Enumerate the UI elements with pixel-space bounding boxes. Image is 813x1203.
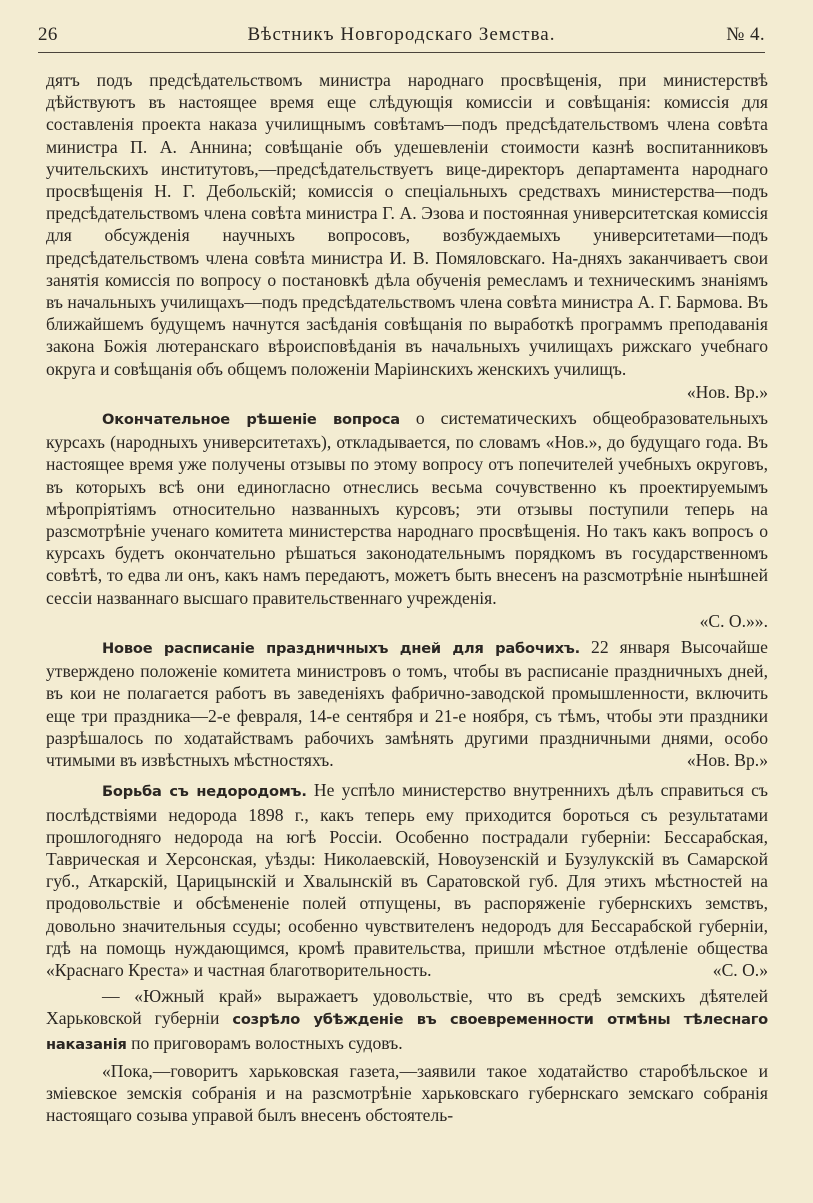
source-citation: «С. О.» <box>712 959 768 980</box>
paragraph-lead: созрѣло убѣжденіе въ своевременности отмѣны тѣлеснаго наказанія <box>46 1011 768 1053</box>
source-citation: «С. О.»». <box>699 610 768 631</box>
source-citation: «Нов. Вр.» <box>686 381 768 402</box>
article-body <box>46 69 768 1126</box>
source-citation: «Нов. Вр.» <box>686 750 768 771</box>
paragraph-harvest <box>46 779 768 981</box>
paragraph-kharkov-quote <box>46 1060 768 1127</box>
page-number: 26 <box>38 24 58 45</box>
paragraph-southern-region <box>46 985 768 1056</box>
running-header <box>38 18 765 50</box>
paragraph-text: 22 января Высочайше утверждено положеніе комитета министровъ о томъ, чтобы въ расписаніе праздничныхъ дней, въ кои не полагается работъ въ заведеніяхъ фабрично-заводской промышленности, включить еще три праздника—2-е февраля, 14-е сентября и 21-е ноября, съ тѣмъ, чтобы эти праздники разрѣшалось по ходатайствамъ рабочихъ замѣнять другими праздничными днями, особо чтимыми въ извѣстныхъ мѣстностяхъ. <box>46 637 768 771</box>
paragraph-pre: — «Южный край» выражаетъ удовольствіе, что въ средѣ земскихъ дѣятелей Харьковской губерніи <box>46 986 768 1029</box>
journal-title: Вѣстникъ Новгородскаго Земства. <box>247 24 556 45</box>
paragraph-commissions <box>46 69 768 380</box>
paragraph-text: о систематическихъ общеобразовательныхъ курсахъ (народныхъ университетахъ), откладывается, по словамъ «Нов.», до будущаго года. Въ настоящее время уже получены отзывы по этому вопросу отъ попечителей учебныхъ округовъ, въ которыхъ всѣ они единогласно отнеслись весьма сочувственно къ проектируемымъ мѣропріятіямъ относительно названныхъ курсовъ; эти отзывы поступили теперь на разсмотрѣніе ученаго комитета министерства народнаго просвѣщенія. Но такъ какъ вопросъ о курсахъ будетъ окончательно рѣшаться законодательнымъ порядкомъ въ государственномъ совѣтѣ, то едва ли онъ, какъ намъ передаютъ, можетъ быть внесенъ на разсмотрѣніе нынѣшней сессіи названнаго высшаго правительственнаго учрежденія. <box>46 408 768 608</box>
paragraph-lead: Окончательное рѣшеніе вопроса <box>102 411 400 429</box>
paragraph-text: по приговорамъ волостныхъ судовъ. <box>126 1032 403 1053</box>
paragraph-text: Не успѣло министерство внутреннихъ дѣлъ справиться съ послѣдствіями недорода 1898 г., какъ теперь ему приходится бороться съ результатами прошлогодняго недорода на югѣ Россіи. Особенно пострадали губерніи: Бессарабская, Таврическая и Херсонская, уѣзды: Николаевскій, Новоузенскій и Бузулукскій въ Самарской губ., Аткарскій, Царицынскій и Хвалынскій въ Саратовской губ. Для этихъ мѣстностей на продовольствіе и обсѣмененіе полей отпущены, въ распоряженіе губернскихъ земствъ, довольно значительныя ссуды; особенно чувствителенъ недородъ для Бессарабской губерніи, гдѣ на помощь нуждающимся, кромѣ правительства, пришли мѣстное отдѣленіе общества «Краснаго Креста» и частная благотворительность. <box>46 780 768 980</box>
paragraph-holidays <box>46 636 768 771</box>
issue-number: № 4. <box>726 24 765 45</box>
paragraph-courses <box>46 407 768 609</box>
header-rule <box>38 52 765 53</box>
paragraph-lead: Борьба съ недородомъ. <box>102 783 307 801</box>
paragraph-lead: Новое расписаніе праздничныхъ дней для рабочихъ. <box>102 640 581 658</box>
paragraph-text: дятъ подъ предсѣдательствомъ министра народнаго просвѣщенія, при министерствѣ дѣйствуютъ въ настоящее время еще слѣдующія комиссіи и совѣщанія: комиссія для составленія проекта наказа училищнымъ совѣтамъ—подъ предсѣдательствомъ члена совѣта министра П. А. Аннина; совѣщаніе объ удешевленіи стоимости казнѣ воспитанниковъ учительскихъ институтовъ,—предсѣдательствуетъ вице-директоръ департамента народнаго просвѣщенія Н. Г. Дебольскій; комиссія о спеціальныхъ средствахъ министерства—подъ предсѣдательствомъ члена совѣта министра Г. А. Эзова и постоянная университетская комиссія для обсужденія научныхъ вопросовъ, возбуждаемыхъ университетами—подъ предсѣдательствомъ члена совѣта министра И. В. Помяловскаго. На-дняхъ заканчиваетъ свои занятія комиссія по вопросу о постановкѣ дѣла обученія ремесламъ и техническимъ знаніямъ въ начальныхъ училищахъ—подъ предсѣдательствомъ члена совѣта министра А. Г. Бармова. Въ ближайшемъ будущемъ начнутся засѣданія совѣщанія по выработкѣ программъ преподаванія закона Божія лютеранскаго вѣроисповѣданія въ начальныхъ училищахъ рижскаго учебнаго округа и совѣщанія объ общемъ положеніи Маріинскихъ женскихъ училищъ. <box>46 70 768 379</box>
paragraph-text: «Пока,—говоритъ харьковская газета,—заявили такое ходатайство старобѣльское и зміевское земскія собранія и на разсмотрѣніе харьковскаго губернскаго земскаго собранія настоящаго созыва управой былъ внесенъ обстоятель- <box>46 1060 768 1126</box>
